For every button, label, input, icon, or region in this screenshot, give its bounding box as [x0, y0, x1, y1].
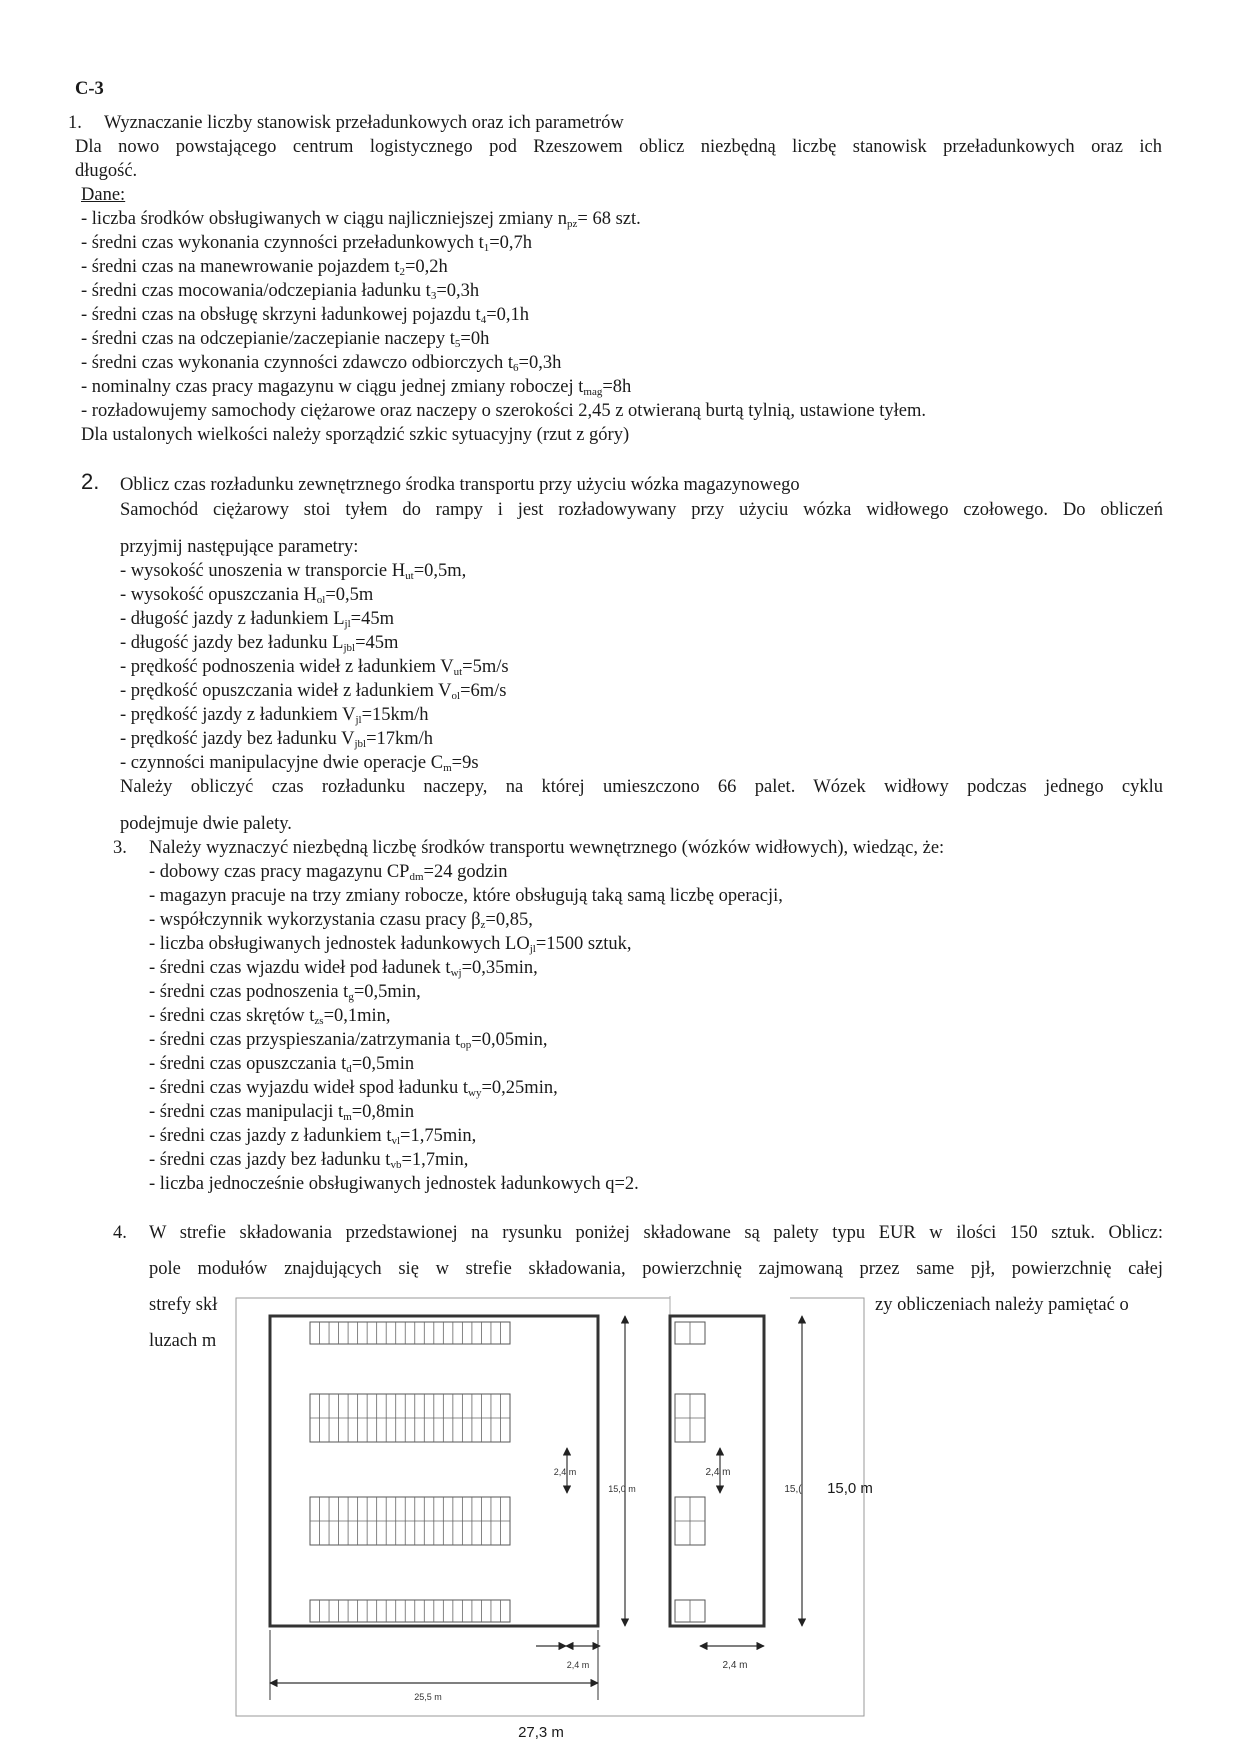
section-1-intro-line-2: długość. [75, 161, 138, 181]
s2-parameter: - prędkość jazdy z ładunkiem $V_{jl}=15km/h$ [120, 705, 429, 726]
section-4-line-1: W strefie składowania przedstawionej na rysunku poniżej składowane są palety typu EUR w ilości 150 sztuk. Oblicz: [149, 1223, 1163, 1243]
s1-parameter: - średni czas wykonania czynności zdawczo odbiorczych $t_6=0,3h$ [81, 353, 562, 374]
s3-parameter: - średni czas wyjazdu wideł spod ładunku $t_{wy}=0,25\min$, [149, 1078, 558, 1099]
section-1-number: 1. [68, 113, 82, 133]
total-width-label: 27,3 m [518, 1724, 564, 1741]
s3-parameter: - liczba jednocześnie obsługiwanych jednostek ładunkowych q=2. [149, 1174, 639, 1194]
height-dimension-label-left: 15,0 m [608, 1484, 636, 1494]
height-dimension-label-small: 15,( [784, 1484, 802, 1495]
section-1-intro-line-1: Dla nowo powstającego centrum logistycznego pod Rzeszowem oblicz niezbędną liczbę stanowisk przeładunkowych oraz ich [75, 137, 1162, 157]
bottom-aisle-label-left: 2,4 m [566, 1660, 590, 1670]
s3-parameter: - średni czas podnoszenia $t_g=0,5\min$, [149, 982, 421, 1003]
section-2-closing-line-1: Należy obliczyć czas rozładunku naczepy, na której umieszczono 66 palet. Wózek widłowy podczas jednego cyklu [120, 777, 1163, 797]
s1-parameter: - liczba środków obsługiwanych w ciągu najliczniejszej zmiany $n_{pz}= 68$ szt. [81, 209, 641, 230]
s3-parameter: - średni czas manipulacji $t_m=0,8\min$ [149, 1102, 415, 1123]
aisle-dimension-label-right: 2,4 m [705, 1467, 731, 1478]
s1-parameter: - nominalny czas pracy magazynu w ciągu jednej zmiany roboczej $t_{mag}=8h$ [81, 377, 632, 398]
s2-parameter: - wysokość opuszczania $H_{ol}=0,5m$ [120, 585, 374, 606]
s3-parameter: - średni czas jazdy bez ładunku $t_{vb}=1,7\min$, [149, 1150, 469, 1171]
s2-parameter: - długość jazdy z ładunkiem $L_{jl}=45m$ [120, 609, 394, 630]
s3-parameter: - średni czas wjazdu wideł pod ładunek $t_{wj}=0,35\min$, [149, 958, 538, 979]
s1-parameter: - średni czas wykonania czynności przeładunkowych $t_1=0,7h$ [81, 233, 533, 254]
bottom-aisle-label-right: 2,4 m [722, 1660, 748, 1671]
section-2-title: Oblicz czas rozładunku zewnętrznego środka transportu przy użyciu wózka magazynowego [120, 475, 800, 495]
s1-parameter: - średni czas na obsługę skrzyni ładunkowej pojazdu $t_4=0,1h$ [81, 305, 530, 326]
s3-parameter: - dobowy czas pracy magazynu $CP_{dm}=24$ godzin [149, 862, 508, 883]
section-2-intro-line-2: przyjmij następujące parametry: [120, 537, 359, 557]
s3-parameter: - magazyn pracuje na trzy zmiany robocze, które obsługują taką samą liczbę operacji, [149, 886, 783, 906]
section-3-title: Należy wyznaczyć niezbędną liczbę środków transportu wewnętrznego (wózków widłowych), wiedząc, że: [149, 838, 945, 858]
s1-parameter: - średni czas na odczepianie/zaczepianie naczepy $t_5=0h$ [81, 329, 490, 350]
s2-parameter: - wysokość unoszenia w transporcie $H_{ut}=0,5m$, [120, 561, 467, 582]
s2-parameter: - prędkość opuszczania wideł z ładunkiem $V_{ol}=6m/s$ [120, 681, 507, 702]
s1-parameter: - rozładowujemy samochody ciężarowe oraz naczepy o szerokości 2,45 z otwieraną burtą tylnią, ustawione tyłem. [81, 401, 927, 421]
s2-parameter: - długość jazdy bez ładunku $L_{jbl}=45m$ [120, 633, 399, 654]
section-4-line-2: pole modułów znajdujących się w strefie składowania, powierzchnię zajmowaną przez same pjł, powierzchnię całej [149, 1259, 1163, 1279]
section-4-line-4: luzach m [149, 1331, 217, 1351]
document-code: C-3 [75, 79, 104, 99]
s2-parameter: - prędkość podnoszenia wideł z ładunkiem $V_{ut}=5m/s$ [120, 657, 509, 678]
s2-parameter: - prędkość jazdy bez ładunku $V_{jbl}=17km/h$ [120, 729, 434, 750]
width-dimension-label: 25,5 m [414, 1692, 442, 1702]
section-2-number: 2. [81, 469, 100, 494]
section-4-line-3-end: zy obliczeniach należy pamiętać o [875, 1295, 1129, 1315]
s1-parameter: - średni czas na manewrowanie pojazdem $t_2=0,2h$ [81, 257, 448, 278]
section-2-closing-line-2: podejmuje dwie palety. [120, 814, 292, 834]
s3-parameter: - średni czas opuszczania $t_d=0,5\min$ [149, 1054, 415, 1075]
s1-parameter: - średni czas mocowania/odczepiania ładunku $t_3=0,3h$ [81, 281, 480, 302]
section-1-given-heading: Dane: [81, 185, 126, 205]
s3-parameter: - średni czas przyspieszania/zatrzymania $t_{op}=0,05\min$, [149, 1030, 548, 1051]
s2-parameter: - czynności manipulacyjne dwie operacje $C_m=9s$ [120, 753, 479, 774]
section-3-number: 3. [113, 838, 127, 858]
section-2-intro-line-1: Samochód ciężarowy stoi tyłem do rampy i jest rozładowywany przy użyciu wózka widłowego czołowego. Do obliczeń [120, 500, 1163, 520]
s3-parameter: - współczynnik wykorzystania czasu pracy $\beta_z=0,85$, [149, 910, 533, 931]
height-dimension-label-right: 15,0 m [827, 1480, 873, 1497]
s3-parameter: - średni czas jazdy z ładunkiem $t_{vl}=1,75\min$, [149, 1126, 477, 1147]
s3-parameter: - liczba obsługiwanych jednostek ładunkowych $LO_{jl}=1500$ sztuk, [149, 934, 632, 955]
section-4-number: 4. [113, 1223, 127, 1243]
section-1-closing: Dla ustalonych wielkości należy sporządzić szkic sytuacyjny (rzut z góry) [81, 425, 630, 445]
s3-parameter: - średni czas skrętów $t_{zs}=0,1\min$, [149, 1006, 391, 1027]
section-4-line-3-start: strefy skł [149, 1295, 218, 1315]
aisle-dimension-label-left: 2,4 m [553, 1467, 577, 1477]
section-1-title: Wyznaczanie liczby stanowisk przeładunkowych oraz ich parametrów [104, 113, 624, 133]
